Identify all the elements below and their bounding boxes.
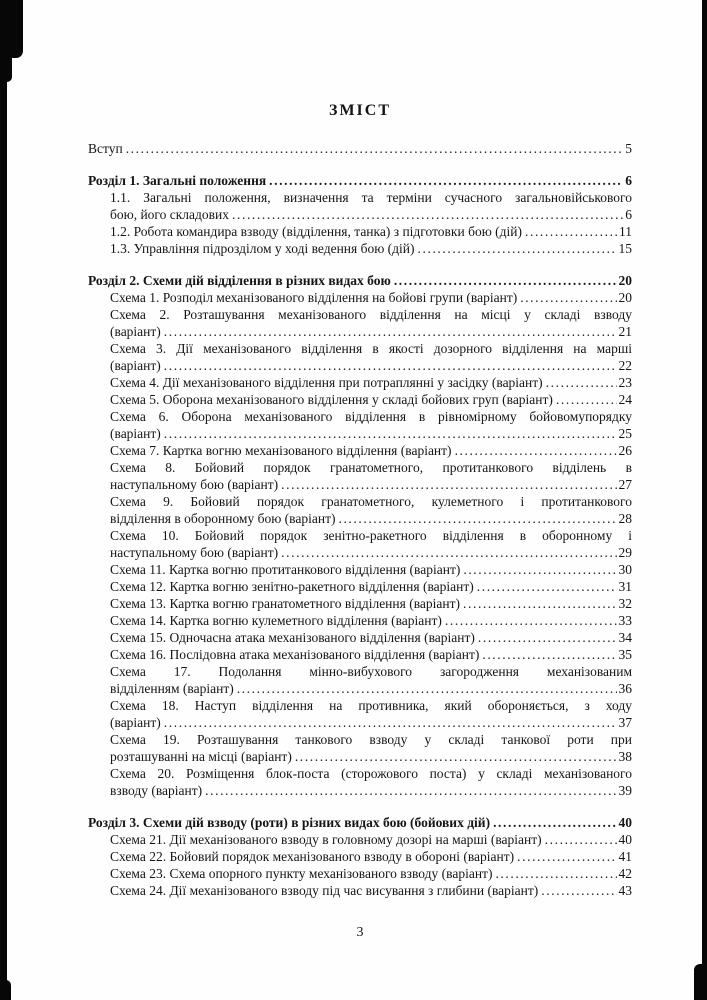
toc-entry	[88, 493, 632, 527]
toc-entry-last-line	[110, 782, 632, 799]
dot-leader	[281, 476, 616, 493]
toc-entry-text: Розділ 3. Схеми дій взводу (роти) в різних видах бою (бойових дій)	[88, 815, 491, 830]
toc-entry-line: Схема 17. Подолання мінно-вибухового загородження механізованим	[110, 664, 632, 679]
toc-entry-page: 39	[618, 783, 632, 798]
toc-entry	[88, 731, 632, 765]
toc-entry-line: Схема 20. Розміщення блок-поста (сторожового поста) у складі механізованого	[110, 766, 632, 781]
toc-entry-text: наступальному бою (варіант)	[110, 477, 279, 492]
page-number: 3	[356, 925, 364, 940]
toc-entry-line: Схема 10. Бойовий порядок зенітно-ракетного відділення в оборонному і	[110, 528, 632, 543]
toc-entry-last-line	[110, 646, 632, 663]
toc-entry	[88, 172, 632, 189]
toc-entry	[88, 340, 632, 374]
toc-entry-last-line	[88, 140, 632, 157]
toc-entry-page: 6	[625, 207, 632, 222]
toc-entry-text: Схема 12. Картка вогню зенітно-ракетного відділення (варіант)	[110, 579, 474, 594]
toc-entry-text: наступальному бою (варіант)	[110, 545, 279, 560]
toc-entry-page: 42	[618, 866, 632, 881]
scan-artifact-right-edge	[702, 0, 707, 1000]
toc-entry-text: Схема 23. Схема опорного пункту механізованого взводу (варіант)	[110, 866, 493, 881]
dot-leader	[338, 510, 616, 527]
toc-entry-text: Схема 11. Картка вогню протитанкового відділення (варіант)	[110, 562, 461, 577]
toc-entry	[88, 765, 632, 799]
dot-leader	[281, 544, 616, 561]
dot-leader	[477, 578, 617, 595]
scan-artifact-bottom-right	[694, 964, 707, 1000]
toc-entry-last-line	[110, 425, 632, 442]
toc-entry-page: 38	[618, 749, 632, 764]
toc-entry-text: (варіант)	[110, 715, 161, 730]
toc-entry-last-line	[110, 476, 632, 493]
toc-entry-text: взводу (варіант)	[110, 783, 203, 798]
dot-leader	[541, 882, 616, 899]
toc-entry-last-line	[110, 882, 632, 899]
toc-entry-last-line	[110, 831, 632, 848]
dot-leader	[478, 629, 617, 646]
toc-entry	[88, 289, 632, 306]
toc-entry-page: 22	[618, 358, 632, 373]
toc-entry-page: 34	[618, 630, 632, 645]
toc-entry	[88, 848, 632, 865]
toc-entry-line: 1.1. Загальні положення, визначення та терміни сучасного загальновійськового	[110, 190, 632, 205]
toc-entry-page: 5	[625, 141, 632, 156]
toc-entry-page: 28	[618, 511, 632, 526]
dot-leader	[445, 612, 617, 629]
toc-entry-text: Схема 15. Одночасна атака механізованого відділення (варіант)	[110, 630, 475, 645]
toc-entry	[88, 140, 632, 157]
toc-entry-text: Схема 7. Картка вогню механізованого відділення (варіант)	[110, 443, 452, 458]
toc-entry	[88, 442, 632, 459]
dot-leader	[463, 561, 616, 578]
toc-entry	[88, 595, 632, 612]
toc-entry	[88, 612, 632, 629]
toc-entry	[88, 240, 632, 257]
toc-entry-text: 1.2. Робота командира взводу (відділення, танка) з підготовки бою (дій)	[110, 224, 522, 239]
toc-entry-last-line	[110, 865, 632, 882]
toc-entry-page: 40	[618, 832, 632, 847]
dot-leader	[517, 848, 616, 865]
toc-entry-last-line	[110, 223, 632, 240]
toc-list	[88, 140, 632, 899]
toc-entry	[88, 272, 632, 289]
toc-entry-last-line	[110, 578, 632, 595]
toc-entry-page: 40	[618, 815, 632, 830]
toc-entry-last-line	[110, 206, 632, 223]
toc-entry	[88, 561, 632, 578]
toc-entry-text: 1.3. Управління підрозділом у ході ведення бою (дій)	[110, 241, 415, 256]
dot-leader	[556, 391, 617, 408]
toc-entry-last-line	[110, 544, 632, 561]
toc-entry-last-line	[110, 748, 632, 765]
dot-leader	[495, 865, 616, 882]
toc-entry	[88, 831, 632, 848]
toc-title: ЗМІСТ	[329, 102, 391, 119]
toc-entry-last-line	[110, 357, 632, 374]
toc-entry	[88, 882, 632, 899]
toc-entry	[88, 391, 632, 408]
toc-entry-last-line	[110, 289, 632, 306]
toc-entry-last-line	[110, 391, 632, 408]
toc-entry-text: розташуванні на місці (варіант)	[110, 749, 292, 764]
toc-entry-text: Схема 16. Послідовна атака механізованого відділення (варіант)	[110, 647, 480, 662]
toc-entry	[88, 865, 632, 882]
toc-entry-page: 41	[618, 849, 632, 864]
scan-artifact-left-edge	[0, 0, 7, 1000]
toc-entry-page: 35	[618, 647, 632, 662]
scan-artifact-top-left	[0, 0, 23, 58]
toc-entry	[88, 408, 632, 442]
dot-leader	[394, 272, 617, 289]
toc-entry-text: (варіант)	[110, 358, 161, 373]
dot-leader	[232, 206, 623, 223]
toc-entry	[88, 663, 632, 697]
toc-entry-last-line	[110, 680, 632, 697]
toc-entry-text: Схема 5. Оборона механізованого відділення у складі бойових груп (варіант)	[110, 392, 553, 407]
toc-entry-text: Схема 4. Дії механізованого відділення при потраплянні у засідку (варіант)	[110, 375, 543, 390]
toc-entry-line: Схема 9. Бойовий порядок гранатометного, кулеметного і протитанкового	[110, 494, 632, 509]
toc-entry-line: Схема 19. Розташування танкового взводу у складі танкової роти при	[110, 732, 632, 747]
toc-entry-page: 33	[618, 613, 632, 628]
toc-entry-page: 24	[618, 392, 632, 407]
toc-entry-page: 20	[618, 273, 632, 288]
toc-entry-page: 20	[618, 290, 632, 305]
toc-entry-line: Схема 18. Наступ відділення на противника, який обороняється, з ходу	[110, 698, 632, 713]
dot-leader	[520, 289, 616, 306]
toc-entry-line: Схема 8. Бойовий порядок гранатометного, протитанкового відділень в	[110, 460, 632, 475]
toc-entry-text: Вступ	[88, 141, 123, 156]
toc-entry-text: відділенням (варіант)	[110, 681, 234, 696]
toc-entry-text: Схема 1. Розподіл механізованого відділення на бойові групи (варіант)	[110, 290, 518, 305]
toc-entry-text: (варіант)	[110, 324, 161, 339]
toc-entry-text: (варіант)	[110, 426, 161, 441]
toc-entry-page: 11	[619, 224, 632, 239]
toc-entry-page: 15	[618, 241, 632, 256]
toc-entry-last-line	[110, 848, 632, 865]
dot-leader	[463, 595, 616, 612]
toc-entry-text: бою, його складових	[110, 207, 230, 222]
dot-leader	[164, 425, 617, 442]
toc-entry-line: Схема 6. Оборона механізованого відділення в рівномірному бойовомупорядку	[110, 409, 632, 424]
dot-leader	[126, 140, 624, 157]
toc-entry-page: 23	[618, 375, 632, 390]
toc-entry-last-line	[110, 374, 632, 391]
toc-entry-text: Розділ 2. Схеми дій відділення в різних видах бою	[88, 273, 391, 288]
toc-entry	[88, 459, 632, 493]
toc-entry-page: 32	[618, 596, 632, 611]
toc-entry-last-line	[110, 442, 632, 459]
toc-entry-last-line	[110, 595, 632, 612]
toc-entry-page: 36	[618, 681, 632, 696]
dot-leader	[545, 831, 617, 848]
toc-entry-text: Схема 22. Бойовий порядок механізованого взводу в обороні (варіант)	[110, 849, 515, 864]
toc-entry-page: 6	[625, 173, 632, 188]
toc-content	[88, 101, 632, 899]
toc-entry	[88, 578, 632, 595]
toc-entry-last-line	[110, 714, 632, 731]
toc-entry	[88, 223, 632, 240]
toc-entry	[88, 306, 632, 340]
dot-leader	[525, 223, 617, 240]
dot-leader	[546, 374, 617, 391]
toc-entry-text: відділення в оборонному бою (варіант)	[110, 511, 336, 526]
toc-entry-page: 21	[618, 324, 632, 339]
toc-entry-page: 29	[618, 545, 632, 560]
toc-entry-text: Схема 13. Картка вогню гранатометного відділення (варіант)	[110, 596, 461, 611]
scan-artifact-bottom-left	[0, 980, 11, 1000]
toc-entry-page: 43	[618, 883, 632, 898]
dot-leader	[493, 814, 616, 831]
toc-entry-last-line	[110, 323, 632, 340]
toc-entry-text: Схема 21. Дії механізованого взводу в головному дозорі на марші (варіант)	[110, 832, 542, 847]
toc-entry-text: Схема 14. Картка вогню кулеметного відділення (варіант)	[110, 613, 442, 628]
toc-entry-page: 25	[618, 426, 632, 441]
dot-leader	[295, 748, 617, 765]
toc-entry-page: 27	[618, 477, 632, 492]
dot-leader	[205, 782, 616, 799]
scan-artifact-top-left-step	[0, 56, 12, 82]
toc-entry	[88, 646, 632, 663]
dot-leader	[482, 646, 616, 663]
toc-entry-last-line	[110, 612, 632, 629]
toc-entry-text: Розділ 1. Загальні положення	[88, 173, 267, 188]
toc-entry	[88, 374, 632, 391]
toc-entry-last-line	[110, 629, 632, 646]
dot-leader	[455, 442, 617, 459]
toc-entry-page: 30	[618, 562, 632, 577]
toc-entry	[88, 527, 632, 561]
dot-leader	[164, 714, 617, 731]
toc-entry-last-line	[110, 240, 632, 257]
toc-entry	[88, 697, 632, 731]
toc-entry	[88, 629, 632, 646]
toc-entry-last-line	[110, 561, 632, 578]
dot-leader	[237, 680, 617, 697]
toc-entry	[88, 814, 632, 831]
toc-entry	[88, 189, 632, 223]
toc-entry-last-line	[88, 272, 632, 289]
dot-leader	[418, 240, 617, 257]
toc-entry-last-line	[88, 814, 632, 831]
toc-entry-last-line	[88, 172, 632, 189]
toc-entry-page: 26	[618, 443, 632, 458]
toc-entry-page: 37	[618, 715, 632, 730]
dot-leader	[269, 172, 623, 189]
toc-entry-line: Схема 2. Розташування механізованого відділення на місці у складі взводу	[110, 307, 632, 322]
toc-entry-page: 31	[618, 579, 632, 594]
toc-entry-line: Схема 3. Дії механізованого відділення в якості дозорного відділення на марші	[110, 341, 632, 356]
dot-leader	[164, 323, 617, 340]
toc-entry-text: Схема 24. Дії механізованого взводу під час висування з глибини (варіант)	[110, 883, 539, 898]
toc-entry-last-line	[110, 510, 632, 527]
dot-leader	[164, 357, 617, 374]
